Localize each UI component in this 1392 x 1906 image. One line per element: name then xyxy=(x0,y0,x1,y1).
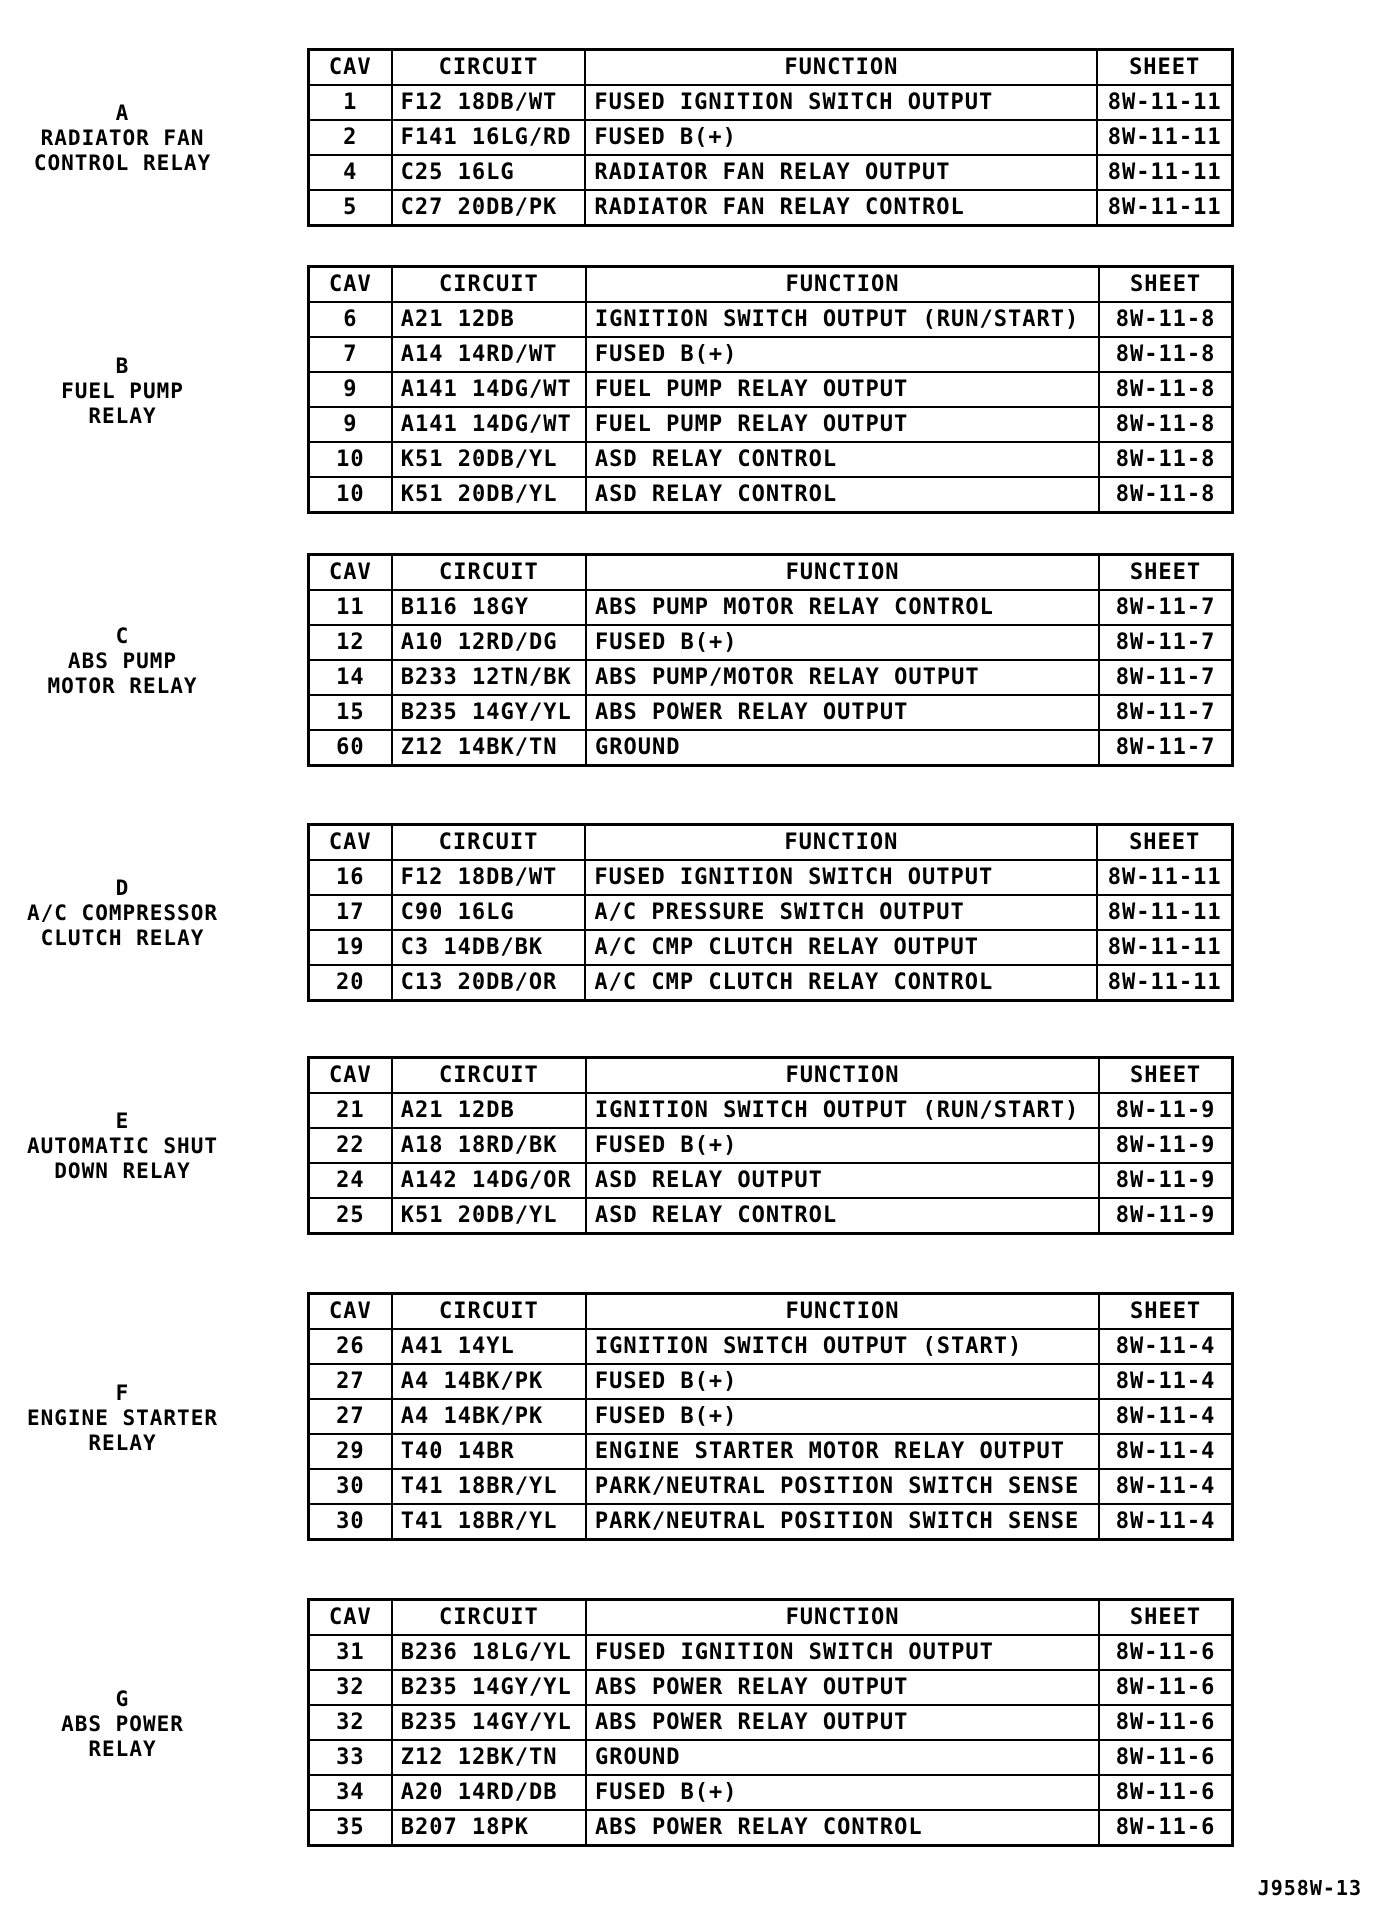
cell-sheet: 8W-11-7 xyxy=(1099,625,1232,660)
cell-function: GROUND xyxy=(586,1740,1099,1775)
column-header-circuit: CIRCUIT xyxy=(392,267,586,303)
cell-cav: 11 xyxy=(309,590,392,625)
cell-sheet: 8W-11-4 xyxy=(1099,1504,1232,1540)
relay-label-line: CONTROL RELAY xyxy=(33,150,212,175)
connector-table xyxy=(307,553,1234,767)
relay-label-line: ABS POWER xyxy=(61,1711,184,1736)
table-row xyxy=(309,85,1233,120)
column-header-sheet: SHEET xyxy=(1097,50,1232,86)
cell-sheet: 8W-11-6 xyxy=(1099,1635,1232,1670)
connector-table xyxy=(307,823,1234,1002)
cell-circuit: A20 14RD/DB xyxy=(392,1775,586,1810)
cell-circuit: A141 14DG/WT xyxy=(392,372,586,407)
cell-sheet: 8W-11-4 xyxy=(1099,1399,1232,1434)
cell-function: PARK/NEUTRAL POSITION SWITCH SENSE xyxy=(586,1469,1099,1504)
relay-label-line: RELAY xyxy=(88,1430,157,1455)
column-header-cav: CAV xyxy=(309,1294,392,1330)
cell-cav: 31 xyxy=(309,1635,392,1670)
table-header-row xyxy=(309,1600,1233,1636)
column-header-cav: CAV xyxy=(309,50,392,86)
column-header-sheet: SHEET xyxy=(1099,1058,1232,1094)
cell-function: ABS POWER RELAY OUTPUT xyxy=(586,695,1099,730)
cell-cav: 32 xyxy=(309,1670,392,1705)
column-header-cav: CAV xyxy=(309,555,392,591)
column-header-function: FUNCTION xyxy=(586,267,1099,303)
cell-cav: 19 xyxy=(309,930,392,965)
column-header-circuit: CIRCUIT xyxy=(392,1294,586,1330)
column-header-function: FUNCTION xyxy=(586,1294,1099,1330)
table-row xyxy=(309,1399,1233,1434)
cell-cav: 21 xyxy=(309,1093,392,1128)
column-header-cav: CAV xyxy=(309,267,392,303)
cell-function: A/C CMP CLUTCH RELAY CONTROL xyxy=(585,965,1097,1001)
cell-cav: 32 xyxy=(309,1705,392,1740)
cell-circuit: T41 18BR/YL xyxy=(392,1504,586,1540)
relay-label-line: FUEL PUMP xyxy=(61,378,184,403)
cell-circuit: A41 14YL xyxy=(392,1329,586,1364)
table-row xyxy=(309,1705,1233,1740)
cell-function: ABS POWER RELAY OUTPUT xyxy=(586,1670,1099,1705)
table-row xyxy=(309,1635,1233,1670)
table-row xyxy=(309,155,1233,190)
cell-cav: 4 xyxy=(309,155,392,190)
column-header-function: FUNCTION xyxy=(586,555,1099,591)
cell-function: IGNITION SWITCH OUTPUT (RUN/START) xyxy=(586,1093,1099,1128)
cell-circuit: C25 16LG xyxy=(392,155,586,190)
relay-label-line: C xyxy=(115,623,130,648)
table-row xyxy=(309,1128,1233,1163)
cell-cav: 30 xyxy=(309,1504,392,1540)
cell-sheet: 8W-11-8 xyxy=(1099,442,1232,477)
cell-function: A/C PRESSURE SWITCH OUTPUT xyxy=(585,895,1097,930)
cell-function: A/C CMP CLUTCH RELAY OUTPUT xyxy=(585,930,1097,965)
cell-circuit: B235 14GY/YL xyxy=(392,1670,586,1705)
cell-sheet: 8W-11-8 xyxy=(1099,477,1232,513)
column-header-sheet: SHEET xyxy=(1099,1600,1232,1636)
cell-sheet: 8W-11-6 xyxy=(1099,1810,1232,1846)
cell-cav: 5 xyxy=(309,190,392,226)
cell-sheet: 8W-11-11 xyxy=(1097,895,1232,930)
cell-function: FUSED B(+) xyxy=(586,1128,1099,1163)
relay-label-line: D xyxy=(115,875,130,900)
table-header-row xyxy=(309,825,1233,861)
cell-cav: 27 xyxy=(309,1399,392,1434)
cell-circuit: A14 14RD/WT xyxy=(392,337,586,372)
table-row xyxy=(309,625,1233,660)
connector-table xyxy=(307,48,1234,227)
cell-sheet: 8W-11-8 xyxy=(1099,407,1232,442)
cell-cav: 10 xyxy=(309,477,392,513)
cell-circuit: A142 14DG/OR xyxy=(392,1163,586,1198)
cell-function: IGNITION SWITCH OUTPUT (RUN/START) xyxy=(586,302,1099,337)
cell-sheet: 8W-11-9 xyxy=(1099,1093,1232,1128)
relay-label xyxy=(0,354,245,429)
table-row xyxy=(309,695,1233,730)
cell-sheet: 8W-11-11 xyxy=(1097,85,1232,120)
cell-circuit: Z12 14BK/TN xyxy=(392,730,586,766)
column-header-function: FUNCTION xyxy=(585,50,1097,86)
cell-circuit: A141 14DG/WT xyxy=(392,407,586,442)
column-header-circuit: CIRCUIT xyxy=(392,1058,586,1094)
cell-function: RADIATOR FAN RELAY OUTPUT xyxy=(585,155,1097,190)
cell-cav: 26 xyxy=(309,1329,392,1364)
cell-function: RADIATOR FAN RELAY CONTROL xyxy=(585,190,1097,226)
table-row xyxy=(309,407,1233,442)
cell-cav: 16 xyxy=(309,860,392,895)
relay-label xyxy=(0,1109,245,1184)
column-header-cav: CAV xyxy=(309,825,392,861)
cell-cav: 29 xyxy=(309,1434,392,1469)
cell-cav: 6 xyxy=(309,302,392,337)
cell-circuit: B116 18GY xyxy=(392,590,586,625)
cell-circuit: Z12 12BK/TN xyxy=(392,1740,586,1775)
cell-sheet: 8W-11-7 xyxy=(1099,660,1232,695)
cell-cav: 9 xyxy=(309,372,392,407)
cell-function: ABS POWER RELAY OUTPUT xyxy=(586,1705,1099,1740)
relay-label-line: RELAY xyxy=(88,1736,157,1761)
cell-cav: 33 xyxy=(309,1740,392,1775)
cell-function: FUEL PUMP RELAY OUTPUT xyxy=(586,407,1099,442)
table-header-row xyxy=(309,1294,1233,1330)
cell-cav: 17 xyxy=(309,895,392,930)
relay-label-line: A xyxy=(115,100,130,125)
cell-sheet: 8W-11-6 xyxy=(1099,1705,1232,1740)
column-header-function: FUNCTION xyxy=(586,1600,1099,1636)
relay-label xyxy=(0,876,245,951)
column-header-sheet: SHEET xyxy=(1099,555,1232,591)
cell-sheet: 8W-11-4 xyxy=(1099,1364,1232,1399)
cell-function: ENGINE STARTER MOTOR RELAY OUTPUT xyxy=(586,1434,1099,1469)
column-header-circuit: CIRCUIT xyxy=(392,555,586,591)
cell-function: ABS PUMP MOTOR RELAY CONTROL xyxy=(586,590,1099,625)
relay-label-line: RELAY xyxy=(88,403,157,428)
cell-cav: 2 xyxy=(309,120,392,155)
cell-circuit: C3 14DB/BK xyxy=(392,930,586,965)
cell-function: ABS POWER RELAY CONTROL xyxy=(586,1810,1099,1846)
table-row xyxy=(309,1163,1233,1198)
cell-cav: 34 xyxy=(309,1775,392,1810)
cell-circuit: K51 20DB/YL xyxy=(392,477,586,513)
column-header-cav: CAV xyxy=(309,1058,392,1094)
cell-function: ASD RELAY CONTROL xyxy=(586,477,1099,513)
cell-circuit: T40 14BR xyxy=(392,1434,586,1469)
table-row xyxy=(309,1198,1233,1234)
cell-sheet: 8W-11-11 xyxy=(1097,155,1232,190)
cell-circuit: A21 12DB xyxy=(392,302,586,337)
table-row xyxy=(309,1329,1233,1364)
cell-circuit: A4 14BK/PK xyxy=(392,1399,586,1434)
cell-sheet: 8W-11-6 xyxy=(1099,1740,1232,1775)
column-header-circuit: CIRCUIT xyxy=(392,825,586,861)
cell-sheet: 8W-11-4 xyxy=(1099,1434,1232,1469)
cell-circuit: T41 18BR/YL xyxy=(392,1469,586,1504)
cell-cav: 14 xyxy=(309,660,392,695)
table-row xyxy=(309,1670,1233,1705)
connector-table xyxy=(307,1292,1234,1541)
relay-label xyxy=(0,101,245,176)
table-row xyxy=(309,1504,1233,1540)
cell-sheet: 8W-11-8 xyxy=(1099,337,1232,372)
table-row xyxy=(309,1364,1233,1399)
cell-cav: 9 xyxy=(309,407,392,442)
cell-sheet: 8W-11-11 xyxy=(1097,860,1232,895)
table-row xyxy=(309,1469,1233,1504)
cell-circuit: A4 14BK/PK xyxy=(392,1364,586,1399)
relay-label-line: RADIATOR FAN xyxy=(40,125,205,150)
table-row xyxy=(309,372,1233,407)
cell-function: FUSED B(+) xyxy=(586,1775,1099,1810)
relay-label-line: DOWN RELAY xyxy=(54,1158,191,1183)
document-id: J958W-13 xyxy=(1257,1876,1362,1900)
cell-function: FUSED B(+) xyxy=(586,1399,1099,1434)
relay-label-line: G xyxy=(115,1686,130,1711)
relay-label xyxy=(0,1381,245,1456)
column-header-sheet: SHEET xyxy=(1099,267,1232,303)
connector-table xyxy=(307,1598,1234,1847)
relay-label-line: AUTOMATIC SHUT xyxy=(26,1133,218,1158)
cell-function: ABS PUMP/MOTOR RELAY OUTPUT xyxy=(586,660,1099,695)
connector-table xyxy=(307,265,1234,514)
table-row xyxy=(309,965,1233,1001)
cell-function: FUSED B(+) xyxy=(586,1364,1099,1399)
relay-label-line: CLUTCH RELAY xyxy=(40,925,205,950)
cell-sheet: 8W-11-11 xyxy=(1097,190,1232,226)
cell-sheet: 8W-11-11 xyxy=(1097,120,1232,155)
table-row xyxy=(309,337,1233,372)
cell-function: FUSED B(+) xyxy=(586,337,1099,372)
cell-function: FUSED B(+) xyxy=(586,625,1099,660)
cell-circuit: F12 18DB/WT xyxy=(392,860,586,895)
cell-cav: 20 xyxy=(309,965,392,1001)
table-row xyxy=(309,190,1233,226)
relay-label-line: E xyxy=(115,1108,130,1133)
cell-circuit: B235 14GY/YL xyxy=(392,695,586,730)
cell-cav: 10 xyxy=(309,442,392,477)
table-row xyxy=(309,1434,1233,1469)
table-row xyxy=(309,1740,1233,1775)
cell-sheet: 8W-11-9 xyxy=(1099,1163,1232,1198)
column-header-circuit: CIRCUIT xyxy=(392,1600,586,1636)
relay-label xyxy=(0,624,245,699)
cell-function: ASD RELAY CONTROL xyxy=(586,1198,1099,1234)
cell-cav: 60 xyxy=(309,730,392,766)
cell-cav: 24 xyxy=(309,1163,392,1198)
cell-function: PARK/NEUTRAL POSITION SWITCH SENSE xyxy=(586,1504,1099,1540)
cell-function: IGNITION SWITCH OUTPUT (START) xyxy=(586,1329,1099,1364)
cell-cav: 12 xyxy=(309,625,392,660)
cell-circuit: F12 18DB/WT xyxy=(392,85,586,120)
table-header-row xyxy=(309,555,1233,591)
cell-sheet: 8W-11-7 xyxy=(1099,695,1232,730)
cell-sheet: 8W-11-6 xyxy=(1099,1775,1232,1810)
cell-sheet: 8W-11-7 xyxy=(1099,590,1232,625)
cell-sheet: 8W-11-6 xyxy=(1099,1670,1232,1705)
cell-function: ASD RELAY OUTPUT xyxy=(586,1163,1099,1198)
connector-table xyxy=(307,1056,1234,1235)
cell-sheet: 8W-11-8 xyxy=(1099,302,1232,337)
column-header-sheet: SHEET xyxy=(1099,1294,1232,1330)
cell-circuit: K51 20DB/YL xyxy=(392,1198,586,1234)
cell-function: FUSED B(+) xyxy=(585,120,1097,155)
cell-circuit: A10 12RD/DG xyxy=(392,625,586,660)
table-row xyxy=(309,442,1233,477)
cell-cav: 7 xyxy=(309,337,392,372)
cell-sheet: 8W-11-4 xyxy=(1099,1469,1232,1504)
cell-circuit: A18 18RD/BK xyxy=(392,1128,586,1163)
cell-circuit: K51 20DB/YL xyxy=(392,442,586,477)
table-row xyxy=(309,1775,1233,1810)
table-row xyxy=(309,477,1233,513)
cell-sheet: 8W-11-11 xyxy=(1097,930,1232,965)
cell-sheet: 8W-11-11 xyxy=(1097,965,1232,1001)
table-row xyxy=(309,302,1233,337)
relay-label-line: ABS PUMP xyxy=(67,648,178,673)
cell-circuit: B236 18LG/YL xyxy=(392,1635,586,1670)
cell-sheet: 8W-11-9 xyxy=(1099,1128,1232,1163)
cell-circuit: C90 16LG xyxy=(392,895,586,930)
relay-label-line: A/C COMPRESSOR xyxy=(26,900,218,925)
column-header-function: FUNCTION xyxy=(585,825,1097,861)
cell-function: ASD RELAY CONTROL xyxy=(586,442,1099,477)
table-row xyxy=(309,860,1233,895)
cell-sheet: 8W-11-8 xyxy=(1099,372,1232,407)
cell-cav: 30 xyxy=(309,1469,392,1504)
cell-circuit: B207 18PK xyxy=(392,1810,586,1846)
table-row xyxy=(309,120,1233,155)
cell-circuit: C13 20DB/OR xyxy=(392,965,586,1001)
cell-function: GROUND xyxy=(586,730,1099,766)
cell-sheet: 8W-11-9 xyxy=(1099,1198,1232,1234)
cell-circuit: F141 16LG/RD xyxy=(392,120,586,155)
cell-cav: 1 xyxy=(309,85,392,120)
cell-cav: 22 xyxy=(309,1128,392,1163)
cell-cav: 35 xyxy=(309,1810,392,1846)
cell-circuit: B233 12TN/BK xyxy=(392,660,586,695)
cell-sheet: 8W-11-4 xyxy=(1099,1329,1232,1364)
table-row xyxy=(309,660,1233,695)
relay-label-line: ENGINE STARTER xyxy=(26,1405,218,1430)
cell-cav: 25 xyxy=(309,1198,392,1234)
table-row xyxy=(309,590,1233,625)
table-header-row xyxy=(309,50,1233,86)
cell-circuit: B235 14GY/YL xyxy=(392,1705,586,1740)
table-row xyxy=(309,895,1233,930)
cell-sheet: 8W-11-7 xyxy=(1099,730,1232,766)
table-row xyxy=(309,1093,1233,1128)
table-header-row xyxy=(309,267,1233,303)
cell-cav: 15 xyxy=(309,695,392,730)
cell-circuit: A21 12DB xyxy=(392,1093,586,1128)
column-header-cav: CAV xyxy=(309,1600,392,1636)
cell-function: FUSED IGNITION SWITCH OUTPUT xyxy=(585,860,1097,895)
relay-label-line: MOTOR RELAY xyxy=(47,673,198,698)
cell-function: FUSED IGNITION SWITCH OUTPUT xyxy=(585,85,1097,120)
table-row xyxy=(309,730,1233,766)
relay-label-line: F xyxy=(115,1380,130,1405)
column-header-function: FUNCTION xyxy=(586,1058,1099,1094)
table-header-row xyxy=(309,1058,1233,1094)
cell-function: FUSED IGNITION SWITCH OUTPUT xyxy=(586,1635,1099,1670)
relay-label-line: B xyxy=(115,353,130,378)
column-header-sheet: SHEET xyxy=(1097,825,1232,861)
cell-function: FUEL PUMP RELAY OUTPUT xyxy=(586,372,1099,407)
table-row xyxy=(309,1810,1233,1846)
cell-circuit: C27 20DB/PK xyxy=(392,190,586,226)
relay-label xyxy=(0,1687,245,1762)
table-row xyxy=(309,930,1233,965)
cell-cav: 27 xyxy=(309,1364,392,1399)
column-header-circuit: CIRCUIT xyxy=(392,50,586,86)
